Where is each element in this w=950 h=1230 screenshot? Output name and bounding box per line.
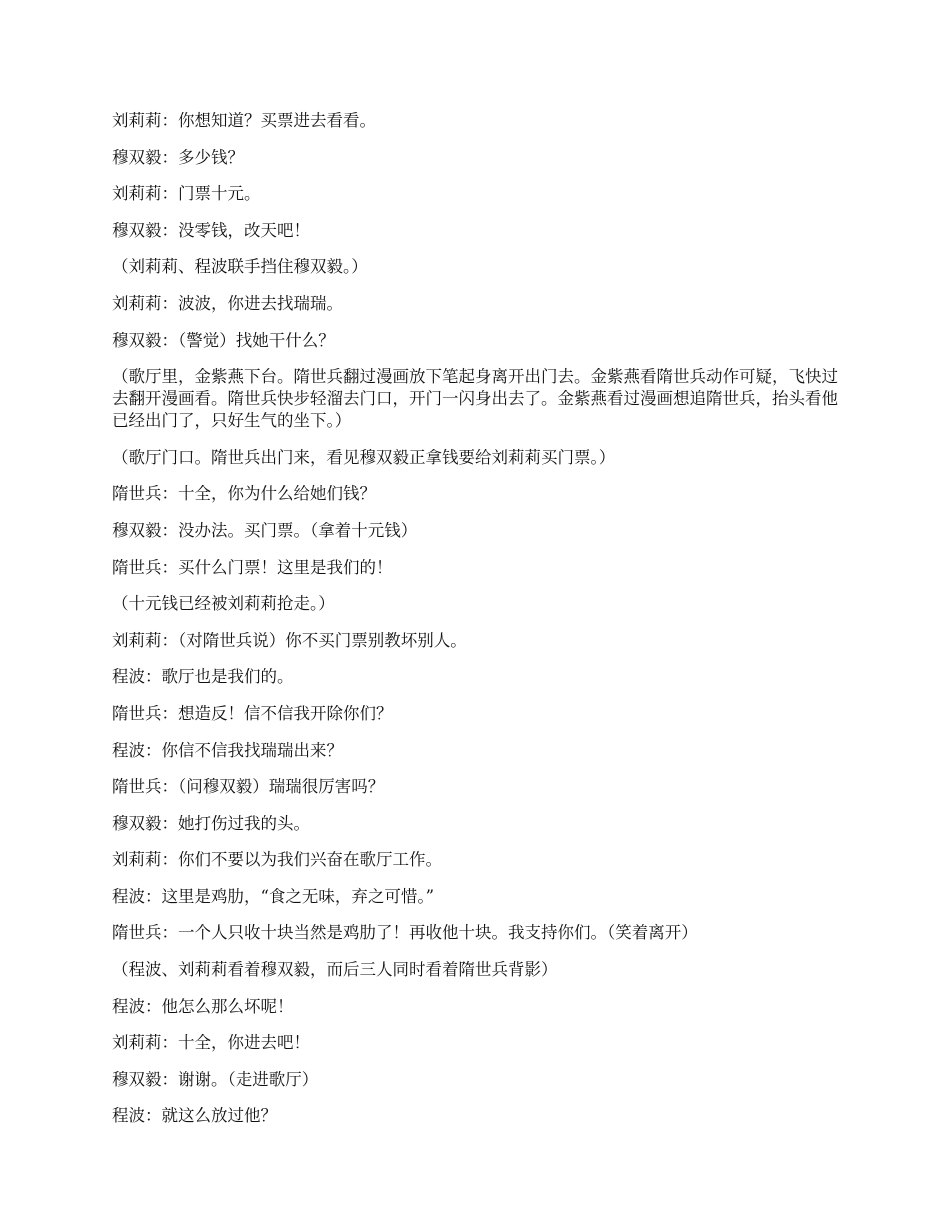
dialogue-line: 隋世兵：买什么门票！这里是我们的！: [112, 557, 393, 577]
dialogue-line: 隋世兵：想造反！信不信我开除你们？: [112, 703, 393, 723]
dialogue-line: 隋世兵：（问穆双毅）瑞瑞很厉害吗？: [112, 777, 385, 797]
dialogue-line: 程波：这里是鸡肋，“食之无味，弃之可惜。”: [112, 886, 435, 906]
dialogue-line: 刘莉莉：你想知道？买票进去看看。: [112, 111, 376, 130]
dialogue-line: 穆双毅：她打伤过我的头。: [112, 813, 310, 833]
stage-direction: （歌厅门口。隋世兵出门来，看见穆双毅正拿钱要给刘莉莉买门票。）: [112, 447, 616, 467]
dialogue-line: 穆双毅：多少钱？: [112, 147, 244, 167]
dialogue-line: 刘莉莉：（对隋世兵说）你不买门票别教坏别人。: [112, 630, 467, 650]
dialogue-line: 穆双毅：（警觉）找她干什么？: [112, 330, 335, 350]
dialogue-line: 刘莉莉：你们不要以为我们兴奋在歌厅工作。: [112, 850, 442, 870]
dialogue-line: 隋世兵：十全，你为什么给她们钱？: [112, 484, 376, 504]
dialogue-line: 穆双毅：谢谢。（走进歌厅）: [112, 1069, 319, 1089]
dialogue-line: 程波：你信不信我找瑞瑞出来？: [112, 740, 343, 760]
dialogue-line: 穆双毅：没零钱，改天吧！: [112, 220, 310, 240]
stage-direction: （刘莉莉、程波联手挡住穆双毅。）: [112, 257, 368, 277]
dialogue-line: 刘莉莉：门票十元。: [112, 184, 261, 204]
dialogue-line: 程波：就这么放过他？: [112, 1106, 277, 1126]
dialogue-line: 刘莉莉：波波，你进去找瑞瑞。: [112, 293, 343, 313]
dialogue-line: 穆双毅：没办法。买门票。（拿着十元钱）: [112, 520, 418, 540]
stage-direction: （十元钱已经被刘莉莉抢走。）: [112, 594, 335, 614]
dialogue-line: 程波：歌厅也是我们的。: [112, 667, 294, 687]
dialogue-line: 刘莉莉：十全，你进去吧！: [112, 1033, 310, 1053]
stage-direction: （歌厅里，金紫燕下台。隋世兵翻过漫画放下笔起身离开出门去。金紫燕看隋世兵动作可疑，飞快过去翻开漫画看。隋世兵快步轻溜去门口，开门一闪身出去了。金紫燕看过漫画想追隋世兵，抬头看他已经出门了，只好生气的坐下。）: [112, 367, 838, 431]
dialogue-line: 程波：他怎么那么坏呢！: [112, 996, 294, 1016]
dialogue-line: 隋世兵：一个人只收十块当然是鸡肋了！再收他十块。我支持你们。（笑着离开）: [112, 923, 698, 943]
script-page: [112, 110, 842, 1142]
stage-direction: （程波、刘莉莉看着穆双毅，而后三人同时看着隋世兵背影）: [112, 960, 558, 980]
